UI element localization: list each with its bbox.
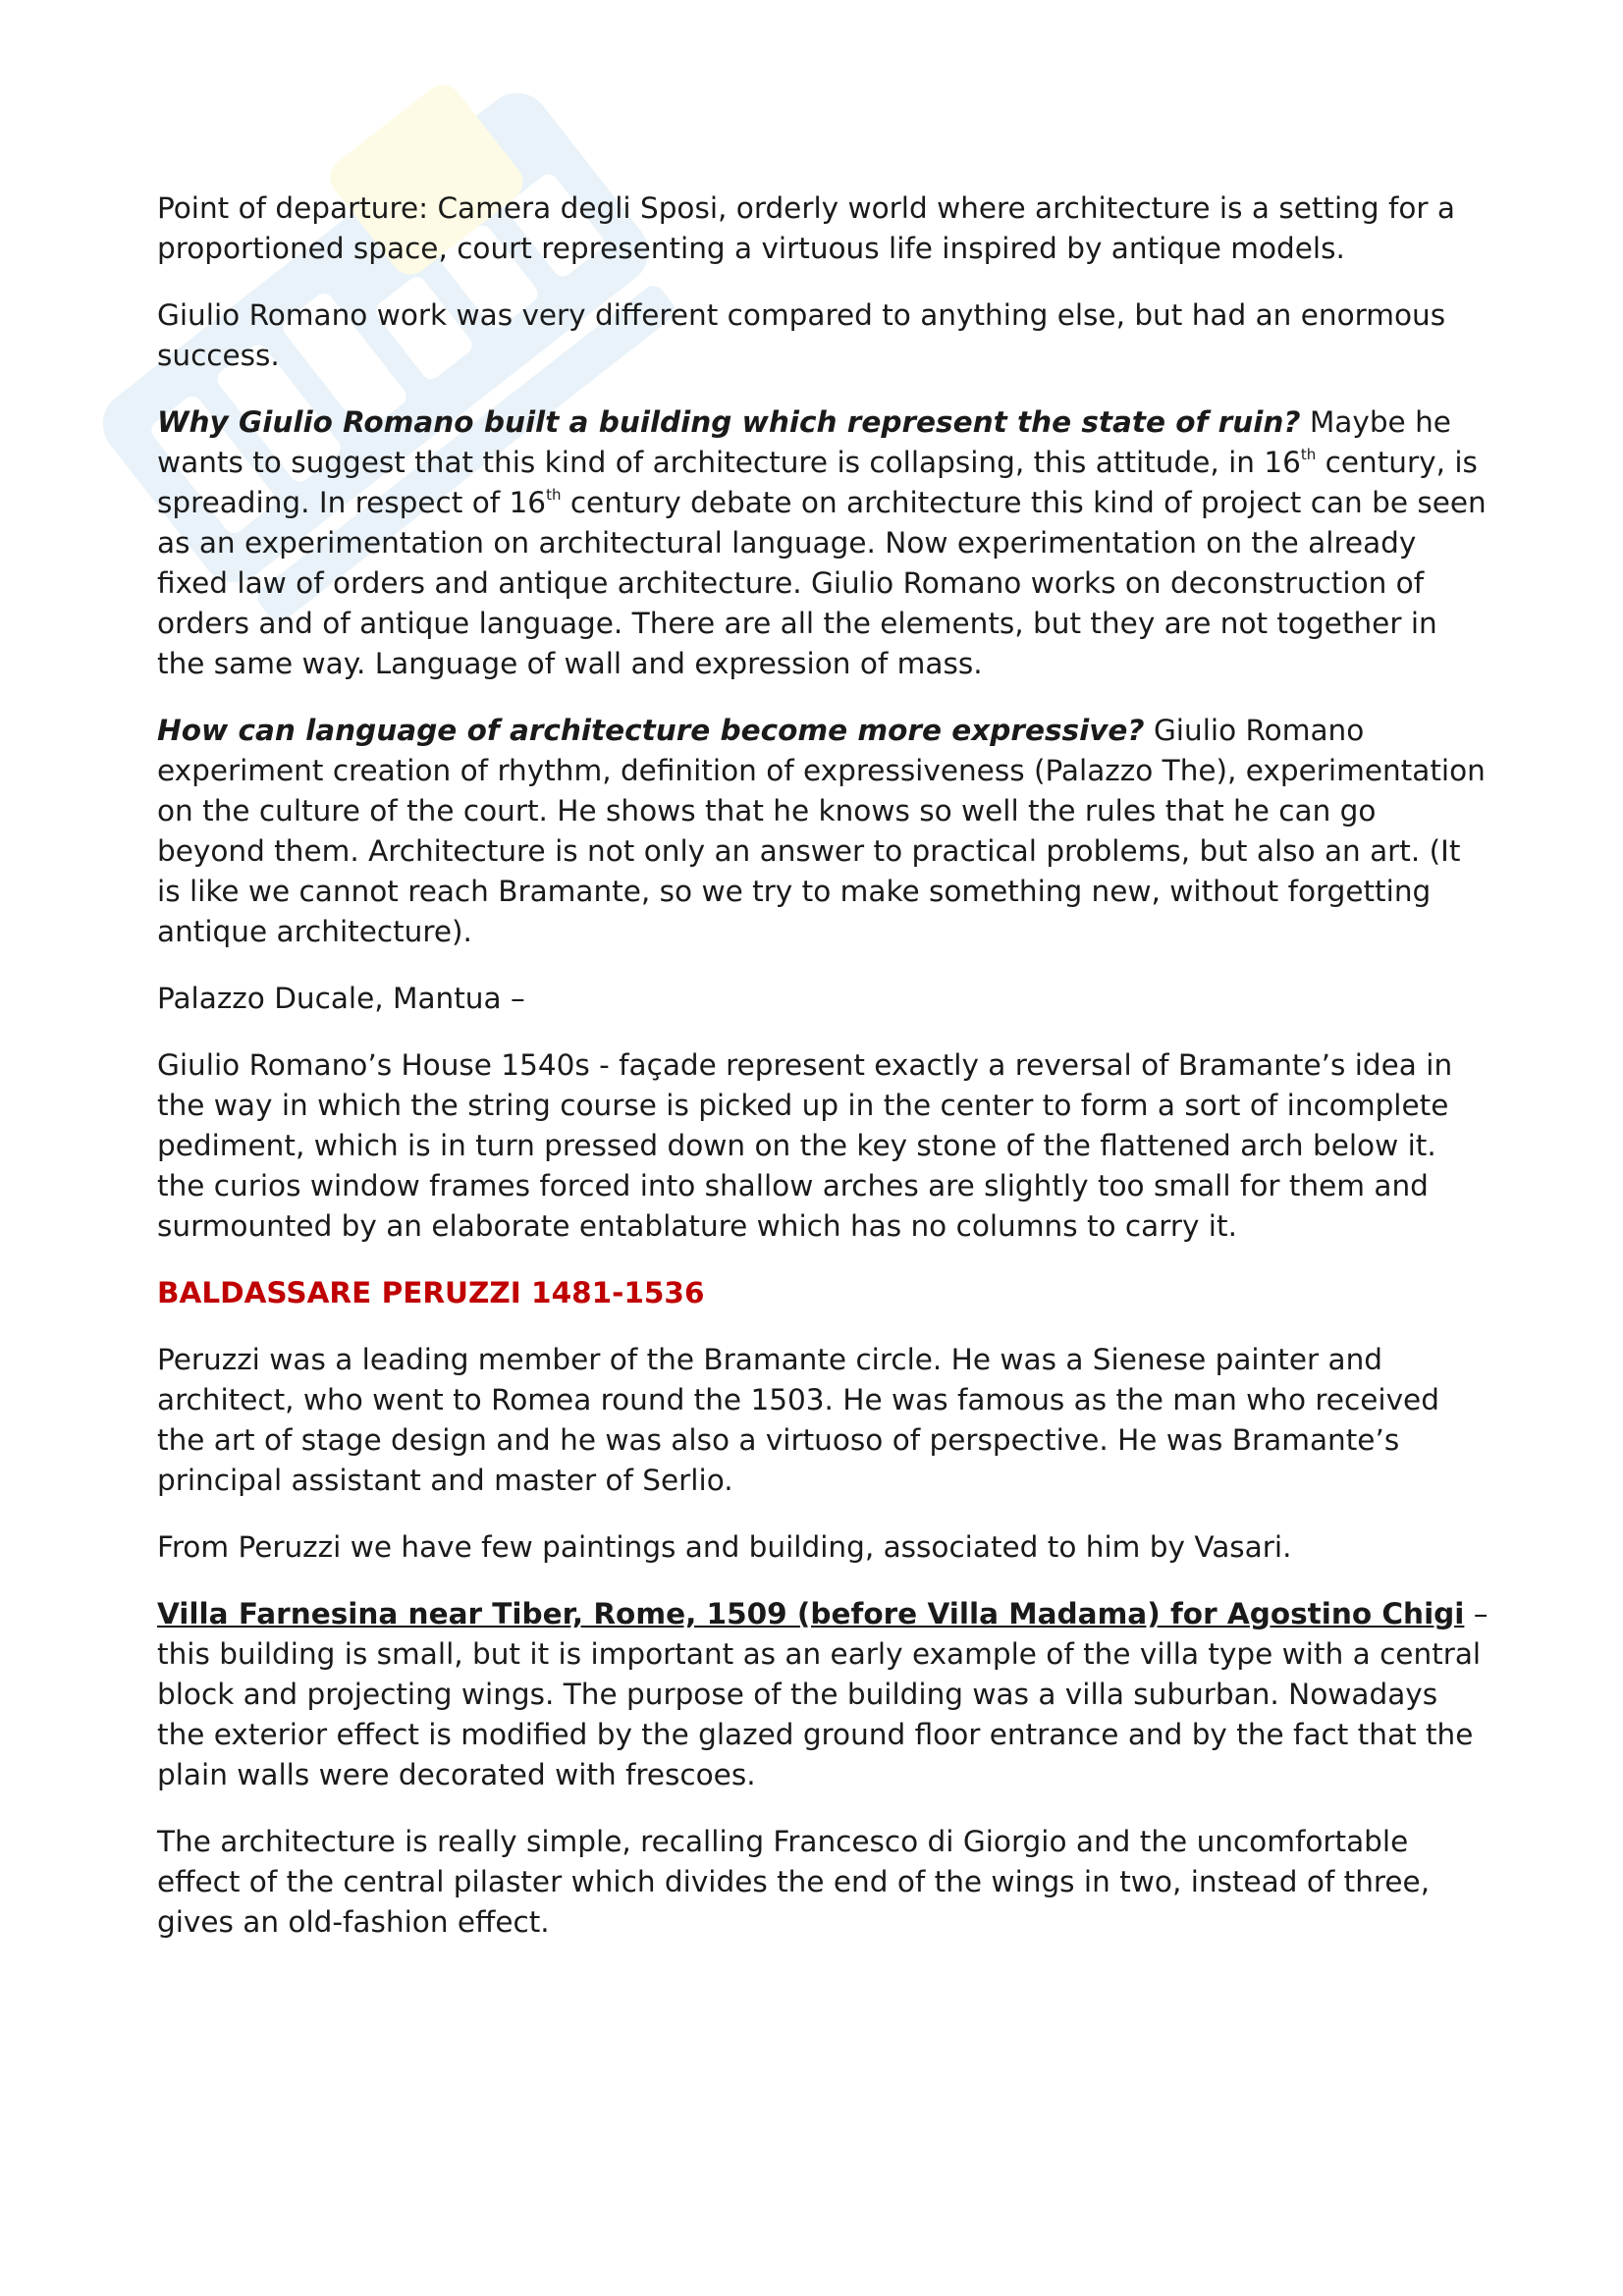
superscript: th: [546, 486, 562, 504]
paragraph-text: century debate on architecture this kind of project can be seen as an experimentation on architectural language. Now experimentation on the already fixed law of orders and antique architecture. Giulio Romano works on deconstruction of orders and of antique language. There are all the elements, but they are not together in the same way. Language of wall and expression of mass.: [157, 486, 1487, 680]
paragraph-text: Giulio Romano experiment creation of rhythm, definition of expressiveness (Palazzo The), experimentation on the culture of the court. He shows that he knows so well the rules that he can go beyond them. Architecture is not only an answer to practical problems, but also an art. (It is like we cannot reach Bramante, so we try to make something new, without forgetting antique architecture).: [157, 714, 1486, 948]
villa-farnesina-title: Villa Farnesina near Tiber, Rome, 1509 (before Villa Madama) for Agostino Chigi: [157, 1597, 1465, 1630]
paragraph-expressive-language: [157, 711, 1492, 952]
section-heading-peruzzi: BALDASSARE PERUZZI 1481-1536: [157, 1276, 705, 1309]
question-expressive-language: How can language of architecture become more expressive?: [157, 714, 1145, 747]
paragraph-villa-farnesina: [157, 1594, 1492, 1795]
paragraph-peruzzi-vasari: From Peruzzi we have few paintings and building, associated to him by Vasari.: [157, 1530, 1292, 1564]
paragraph-text: century, is spreading. In respect of 16: [157, 446, 1478, 519]
paragraph-state-of-ruin: [157, 402, 1492, 684]
paragraph-architecture-simple: The architecture is really simple, recalling Francesco di Giorgio and the uncomfortable effect of the central pilaster which divides the end of the wings in two, instead of three, gives an old-fashion effect.: [157, 1825, 1431, 1939]
paragraph-giulio-romano-success: Giulio Romano work was very different compared to anything else, but had an enormous success.: [157, 298, 1446, 372]
superscript: th: [1300, 446, 1317, 463]
paragraph-peruzzi-intro: Peruzzi was a leading member of the Bramante circle. He was a Sienese painter and architect, who went to Romea round the 1503. He was famous as the man who received the art of stage design and he was also a virtuoso of perspective. He was Bramante’s principal assistant and master of Serlio.: [157, 1343, 1439, 1497]
paragraph-palazzo-ducale: Palazzo Ducale, Mantua –: [157, 982, 525, 1015]
paragraph-giulio-romano-house: Giulio Romano’s House 1540s - façade represent exactly a reversal of Bramante’s idea in the way in which the string course is picked up in the center to form a sort of incomplete pediment, which is in turn pressed down on the key stone of the flattened arch below it. the curios window frames forced into shallow arches are slightly too small for them and surmounted by an elaborate entablature which has no columns to carry it.: [157, 1048, 1453, 1243]
paragraph-text: Maybe he wants to suggest that this kind of architecture is collapsing, this attitude, in 16: [157, 405, 1451, 479]
question-state-of-ruin: Why Giulio Romano built a building which represent the state of ruin?: [157, 405, 1301, 439]
paragraph-camera-degli-sposi: Point of departure: Camera degli Sposi, orderly world where architecture is a setting for a proportioned space, court representing a virtuous life inspired by antique models.: [157, 191, 1455, 265]
paragraph-text: – this building is small, but it is important as an early example of the villa type with a central block and projecting wings. The purpose of the building was a villa suburban. Nowadays the exterior effect is modified by the glazed ground floor entrance and by the fact that the plain walls were decorated with frescoes.: [157, 1597, 1488, 1791]
document-page: [157, 188, 1492, 1969]
